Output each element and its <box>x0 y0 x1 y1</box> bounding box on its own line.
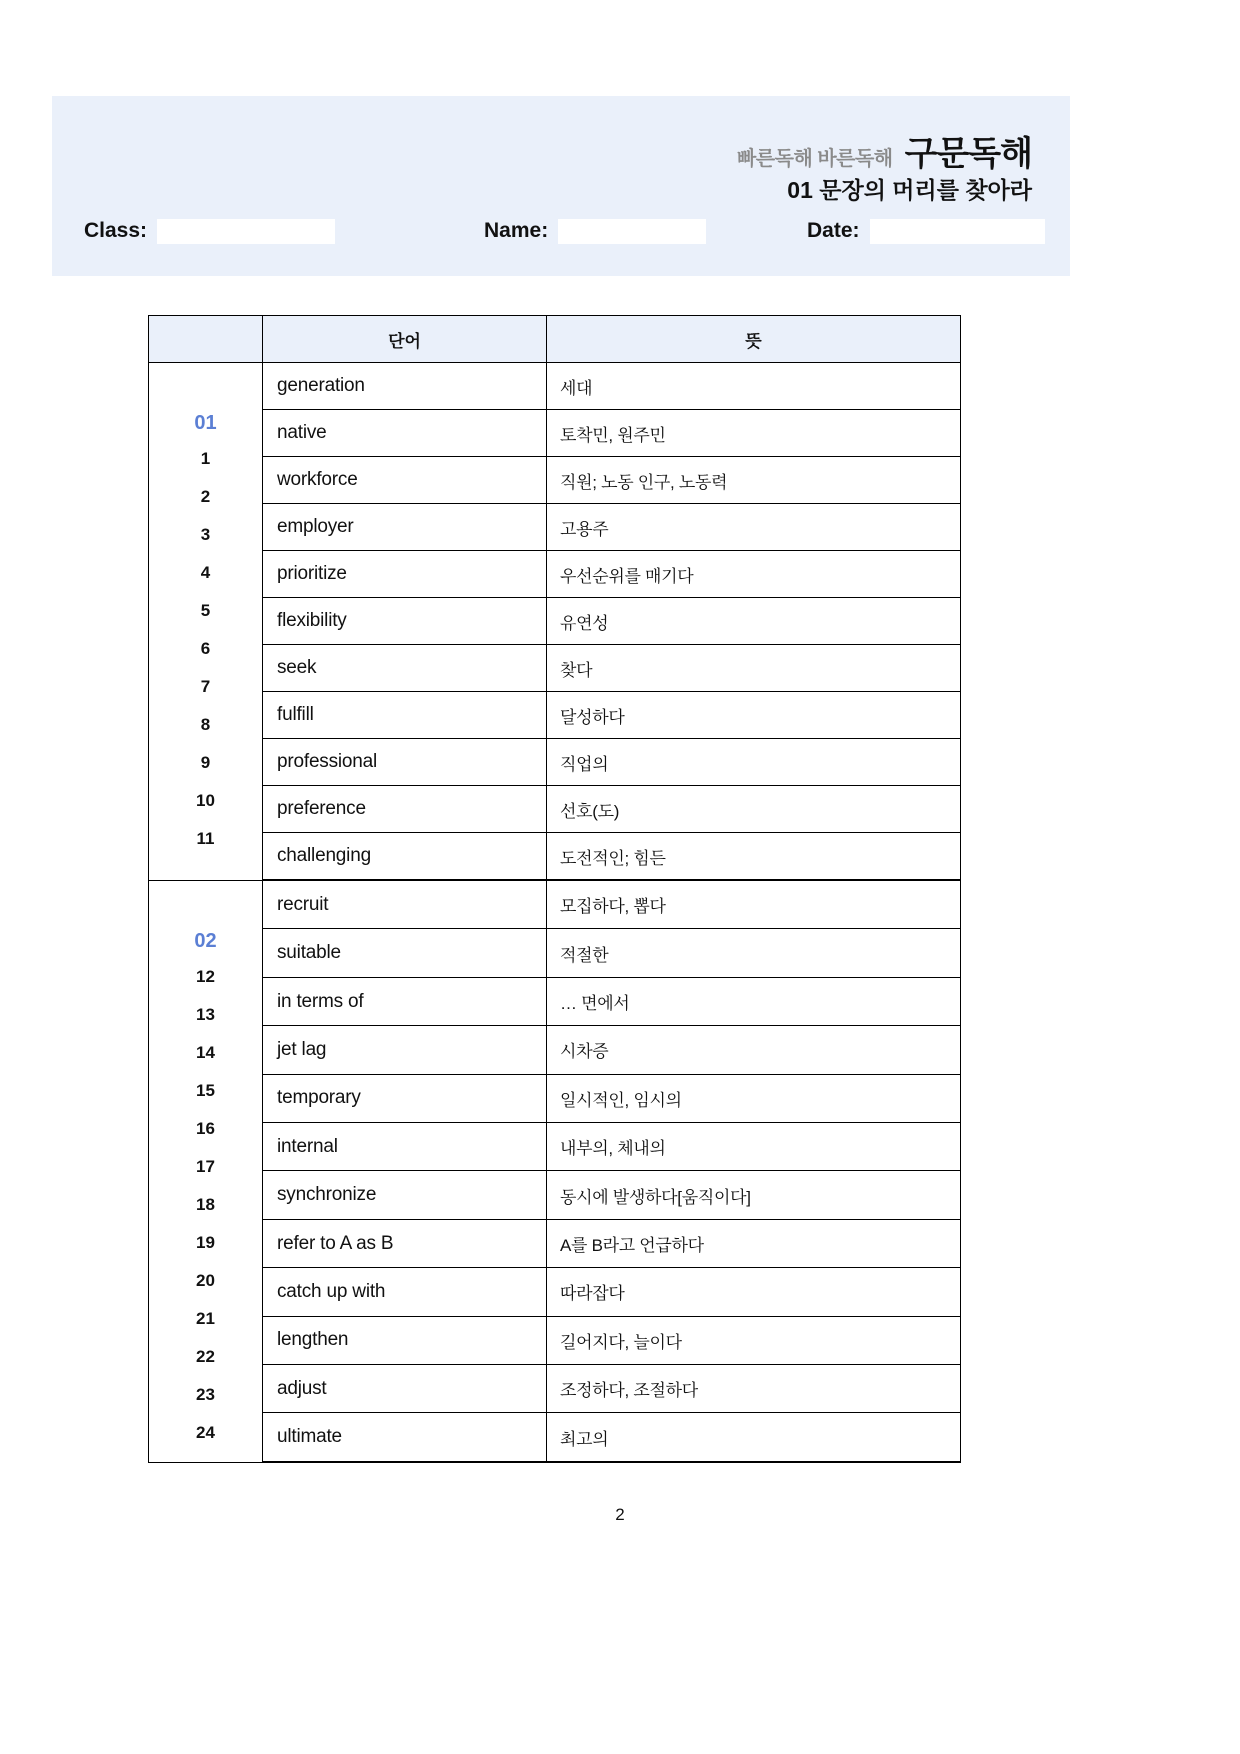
sentence-number: 17 <box>196 1156 215 1176</box>
vocabulary-table <box>148 315 961 1463</box>
table-row <box>149 739 961 786</box>
table-row <box>149 1123 961 1171</box>
date-input[interactable] <box>870 219 1045 244</box>
vocabulary-meaning: 최고의 <box>547 1413 961 1462</box>
vocabulary-word: catch up with <box>263 1268 547 1316</box>
sentence-number: 19 <box>196 1232 215 1252</box>
sentence-number: 10 <box>196 791 215 810</box>
sentence-number: 23 <box>196 1384 215 1404</box>
vocabulary-meaning: 직원; 노동 인구, 노동력 <box>547 457 961 504</box>
class-field-label: Class: <box>84 219 148 242</box>
vocabulary-meaning: 일시적인, 임시의 <box>547 1074 961 1122</box>
table-row <box>149 786 961 833</box>
vocabulary-meaning: 선호(도) <box>547 786 961 833</box>
sentence-number: 8 <box>200 715 211 734</box>
table-row <box>149 457 961 504</box>
student-info-row <box>52 216 1070 262</box>
worksheet-header-banner <box>52 96 1070 276</box>
table-row <box>149 929 961 977</box>
vocabulary-word: temporary <box>263 1074 547 1122</box>
table-header-row <box>149 316 961 363</box>
vocabulary-word: challenging <box>263 833 547 881</box>
sentence-number: 24 <box>196 1422 215 1442</box>
vocabulary-word: seek <box>263 645 547 692</box>
table-row <box>149 598 961 645</box>
vocabulary-meaning: 고용주 <box>547 504 961 551</box>
class-field <box>84 216 335 246</box>
table-row <box>149 504 961 551</box>
vocabulary-meaning: 길어지다, 늘이다 <box>547 1316 961 1364</box>
column-header-meaning: 뜻 <box>547 316 961 363</box>
section-number-cell <box>149 363 263 881</box>
vocabulary-word: ultimate <box>263 1413 547 1462</box>
table-row <box>149 1074 961 1122</box>
vocabulary-meaning: 따라잡다 <box>547 1268 961 1316</box>
sentence-number: 22 <box>196 1346 215 1366</box>
vocabulary-word: workforce <box>263 457 547 504</box>
name-field <box>484 216 706 246</box>
vocabulary-word: preference <box>263 786 547 833</box>
vocabulary-meaning: 토착민, 원주민 <box>547 410 961 457</box>
vocabulary-meaning: 동시에 발생하다[움직이다] <box>547 1171 961 1219</box>
vocabulary-word: professional <box>263 739 547 786</box>
table-row <box>149 1171 961 1219</box>
table-row <box>149 977 961 1025</box>
sentence-number: 21 <box>196 1308 215 1328</box>
table-row <box>149 551 961 598</box>
vocabulary-meaning: … 면에서 <box>547 977 961 1025</box>
page-number: 2 <box>615 1505 625 1524</box>
vocabulary-word: prioritize <box>263 551 547 598</box>
vocabulary-meaning: 우선순위를 매기다 <box>547 551 961 598</box>
vocabulary-word: adjust <box>263 1365 547 1413</box>
vocabulary-word: generation <box>263 363 547 410</box>
vocabulary-meaning: 달성하다 <box>547 692 961 739</box>
date-field-label: Date: <box>807 219 860 242</box>
vocabulary-word: lengthen <box>263 1316 547 1364</box>
table-header <box>149 316 961 363</box>
brand-title <box>737 126 1032 175</box>
date-field <box>807 216 1045 246</box>
vocabulary-meaning: 유연성 <box>547 598 961 645</box>
table-row <box>149 1316 961 1364</box>
name-field-label: Name: <box>484 219 549 242</box>
section-number: 01 <box>194 412 217 434</box>
sentence-number: 15 <box>196 1080 215 1100</box>
table-row <box>149 692 961 739</box>
vocabulary-meaning: 세대 <box>547 363 961 410</box>
sentence-number: 3 <box>200 525 211 544</box>
sentence-number: 2 <box>200 487 211 506</box>
sentence-number: 14 <box>196 1042 215 1062</box>
vocabulary-word: in terms of <box>263 977 547 1025</box>
vocabulary-meaning: 적절한 <box>547 929 961 977</box>
vocabulary-meaning: 직업의 <box>547 739 961 786</box>
vocabulary-word: flexibility <box>263 598 547 645</box>
vocabulary-word: internal <box>263 1123 547 1171</box>
vocabulary-meaning: 모집하다, 뽑다 <box>547 880 961 929</box>
table-row <box>149 1026 961 1074</box>
vocabulary-word: native <box>263 410 547 457</box>
column-header-number <box>149 316 263 363</box>
class-input[interactable] <box>157 219 335 244</box>
sentence-number: 7 <box>200 677 211 696</box>
vocabulary-word: jet lag <box>263 1026 547 1074</box>
sentence-number: 18 <box>196 1194 215 1214</box>
column-header-word: 단어 <box>263 316 547 363</box>
table-row <box>149 410 961 457</box>
section-number-cell <box>149 880 263 1462</box>
sentence-number: 13 <box>196 1004 215 1024</box>
sentence-number: 1 <box>200 449 211 468</box>
table-row <box>149 1365 961 1413</box>
table-row <box>149 1413 961 1462</box>
table-row <box>149 1268 961 1316</box>
vocabulary-word: recruit <box>263 880 547 929</box>
table-row <box>149 645 961 692</box>
table-row <box>149 880 961 929</box>
sentence-number: 4 <box>200 563 211 582</box>
sentence-number: 5 <box>200 601 211 620</box>
vocabulary-meaning: 조정하다, 조절하다 <box>547 1365 961 1413</box>
vocabulary-meaning: A를 B라고 언급하다 <box>547 1219 961 1267</box>
vocabulary-meaning: 찾다 <box>547 645 961 692</box>
vocabulary-word: fulfill <box>263 692 547 739</box>
sentence-number: 12 <box>196 966 215 986</box>
sentence-number: 20 <box>196 1270 215 1290</box>
brand-subtitle-text: 빠른독해 바른독해 <box>736 148 893 170</box>
vocabulary-word: employer <box>263 504 547 551</box>
table-body <box>149 363 961 1463</box>
vocabulary-meaning: 내부의, 체내의 <box>547 1123 961 1171</box>
sentence-number: 11 <box>196 829 215 848</box>
brand-main-text: 구문독해 <box>904 135 1032 173</box>
name-input[interactable] <box>558 219 706 244</box>
table-row <box>149 1219 961 1267</box>
table-row <box>149 833 961 881</box>
unit-title: 01 문장의 머리를 찾아라 <box>787 177 1032 203</box>
sentence-number: 16 <box>196 1118 215 1138</box>
vocabulary-word: suitable <box>263 929 547 977</box>
vocabulary-meaning: 시차증 <box>547 1026 961 1074</box>
section-number: 02 <box>194 929 217 952</box>
sentence-number: 9 <box>200 753 211 772</box>
table-row <box>149 363 961 410</box>
vocabulary-word: synchronize <box>263 1171 547 1219</box>
vocabulary-word: refer to A as B <box>263 1219 547 1267</box>
vocabulary-meaning: 도전적인; 힘든 <box>547 833 961 881</box>
sentence-number: 6 <box>200 639 211 658</box>
